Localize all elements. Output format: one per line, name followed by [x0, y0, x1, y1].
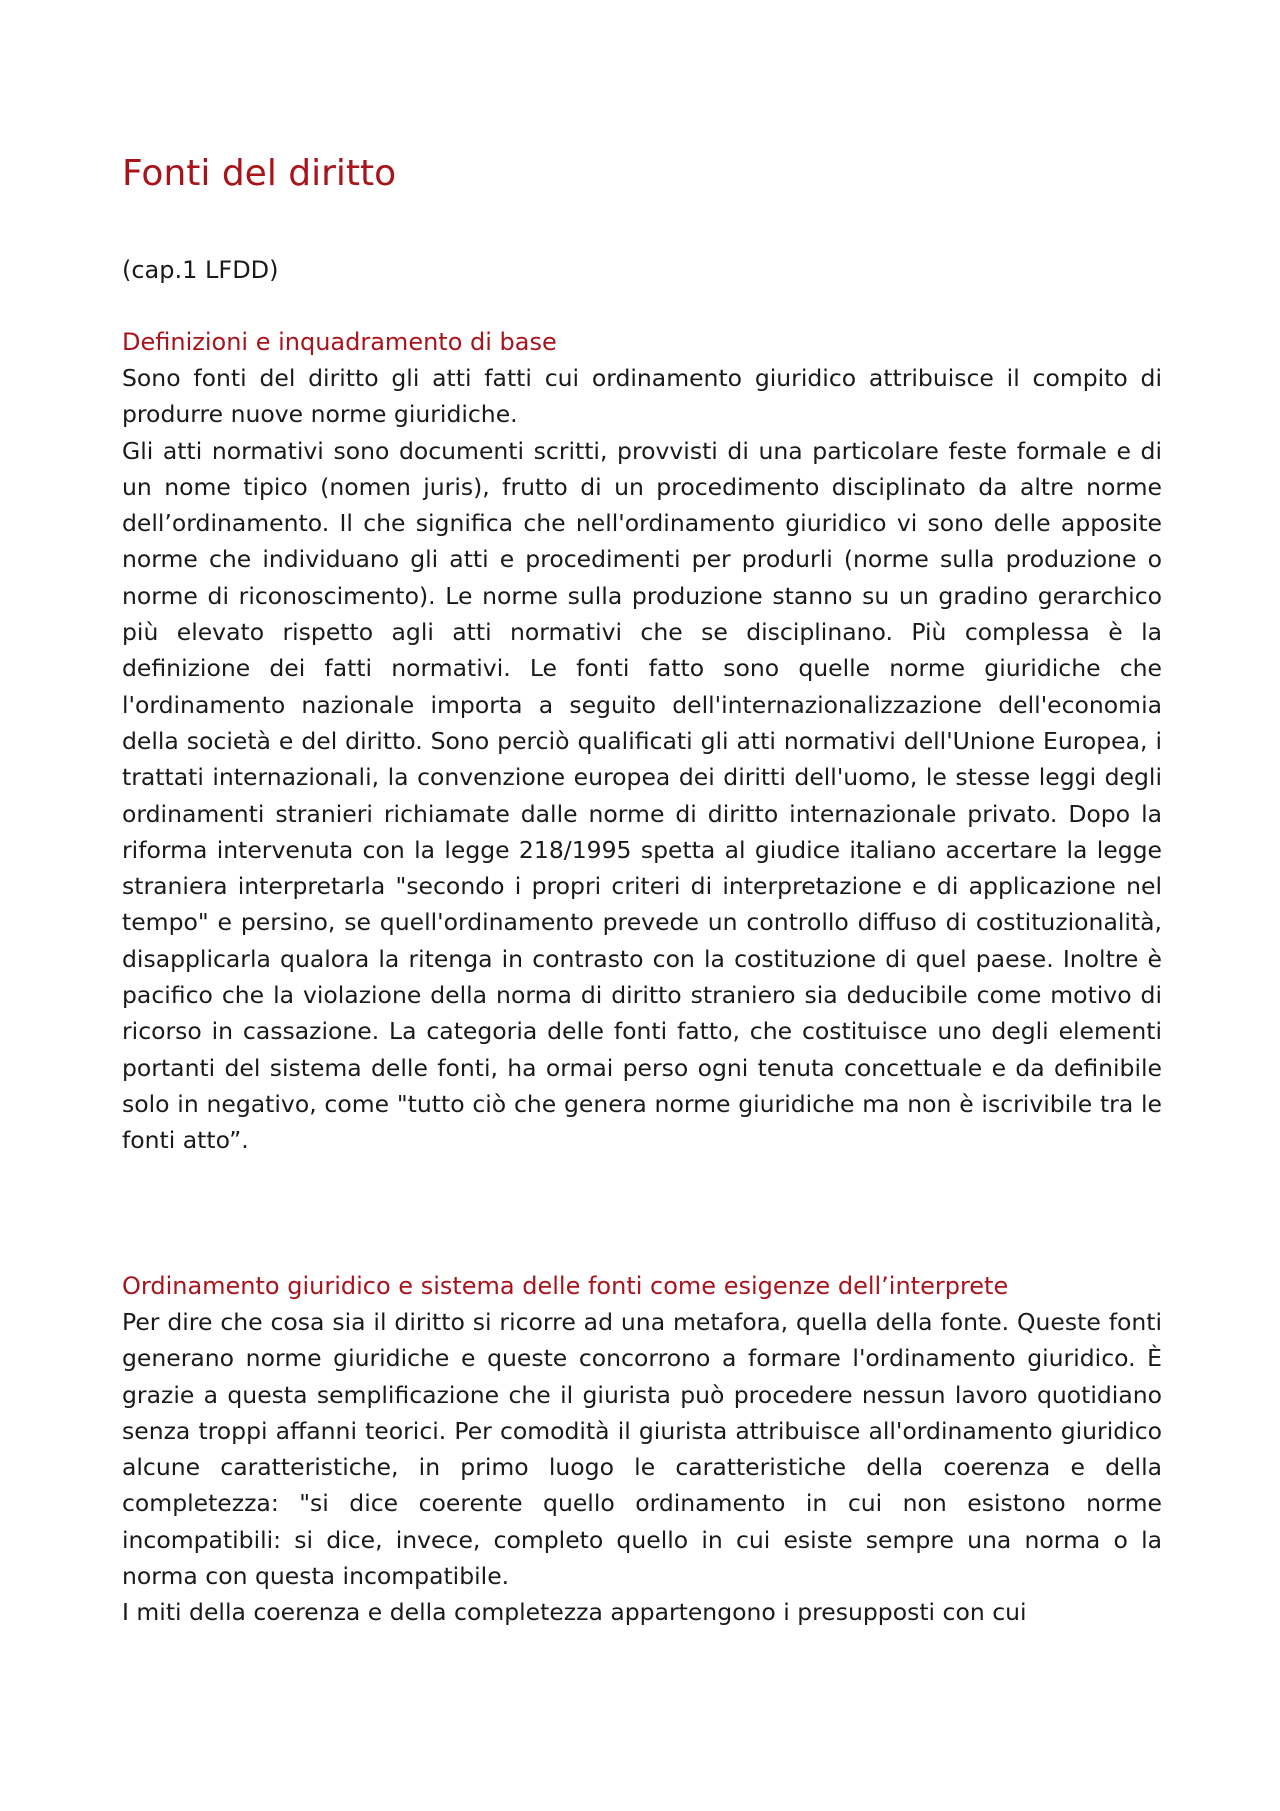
document-subtitle: (cap.1 LFDD): [122, 256, 279, 284]
section-ordinamento: [122, 1268, 1162, 1631]
section-heading: Definizioni e inquadramento di base: [122, 328, 557, 356]
document-title: Fonti del diritto: [122, 153, 397, 194]
paragraph: Per dire che cosa sia il diritto si ricorre ad una metafora, quella della fonte. Queste fonti generano norme giuridiche e queste concorrono a formare l'ordinamento giuridico. È grazie a questa semplificazione che il giurista può procedere nessun lavoro quotidiano senza troppi affanni teorici. Per comodità il giurista attribuisce all'ordinamento giuridico alcune caratteristiche, in primo luogo le caratteristiche della coerenza e della completezza: "si dice coerente quello ordinamento in cui non esistono norme incompatibili: si dice, invece, completo quello in cui esiste sempre una norma o la norma con questa incompatibile.: [122, 1308, 1162, 1591]
paragraph: Sono fonti del diritto gli atti fatti cui ordinamento giuridico attribuisce il compito di produrre nuove norme giuridiche.: [122, 364, 1162, 429]
section-heading: Ordinamento giuridico e sistema delle fonti come esigenze dell’interprete: [122, 1272, 1009, 1300]
section-definizioni: [122, 324, 1162, 1159]
paragraph: I miti della coerenza e della completezza appartengono i presupposti con cui: [122, 1598, 1027, 1627]
paragraph: Gli atti normativi sono documenti scritti, provvisti di una particolare feste formale e di un nome tipico (nomen juris), frutto di un procedimento disciplinato da altre norme dell’ordinamento. Il che significa che nell'ordinamento giuridico vi sono delle apposite norme che individuano gli atti e procedimenti per produrli (norme sulla produzione o norme di riconoscimento). Le norme sulla produzione stanno su un gradino gerarchico più elevato rispetto agli atti normativi che se disciplinano. Più complessa è la definizione dei fatti normativi. Le fonti fatto sono quelle norme giuridiche che l'ordinamento nazionale importa a seguito dell'internazionalizzazione dell'economia della società e del diritto. Sono perciò qualificati gli atti normativi dell'Unione Europea, i trattati internazionali, la convenzione europea dei diritti dell'uomo, le stesse leggi degli ordinamenti stranieri richiamate dalle norme di diritto internazionale privato. Dopo la riforma intervenuta con la legge 218/1995 spetta al giudice italiano accertare la legge straniera interpretarla "secondo i propri criteri di interpretazione e di applicazione nel tempo" e persino, se quell'ordinamento prevede un controllo diffuso di costituzionalità, disapplicarla qualora la ritenga in contrasto con la costituzione di quel paese. Inoltre è pacifico che la violazione della norma di diritto straniero sia deducibile come motivo di ricorso in cassazione. La categoria delle fonti fatto, che costituisce uno degli elementi portanti del sistema delle fonti, ha ormai perso ogni tenuta concettuale e da definibile solo in negativo, come "tutto ciò che genera norme giuridiche ma non è iscrivibile tra le fonti atto”.: [122, 436, 1162, 1155]
